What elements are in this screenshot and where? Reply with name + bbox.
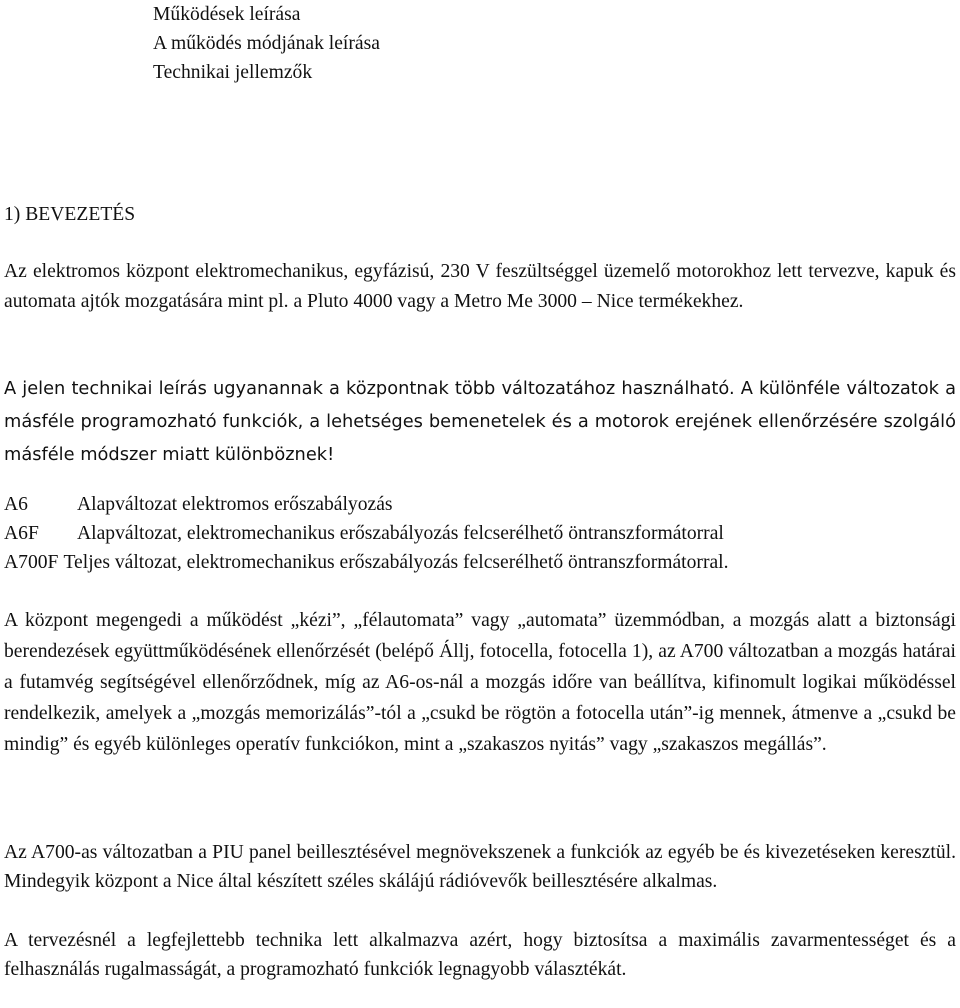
variant-row (4, 490, 960, 519)
variants-intro-paragraph: A jelen technikai leírás ugyanannak a központnak több változatához használható. A különféle változatok a másféle programozható funkciók, a lehetséges bemenetelek és a motorok erejének ellenőrzésére szolgáló másféle módszer miatt különböznek! (4, 378, 956, 465)
variant-row (4, 519, 960, 548)
variant-description: Alapváltozat, elektromechanikus erőszabályozás felcserélhető öntranszformátorral (77, 523, 724, 544)
variant-code: A6F (4, 523, 39, 544)
table-of-contents (153, 0, 380, 87)
variant-description: Alapváltozat elektromos erőszabályozás (77, 494, 393, 515)
toc-item: Technikai jellemzők (153, 62, 313, 83)
toc-item: Működések leírása (153, 4, 301, 25)
operation-paragraph: A központ megengedi a működést „kézi”, „félautomata” vagy „automata” üzemmódban, a mozgás alatt a biztonsági berendezések együttműködésének ellenőrzését (belépő Állj, fotocella, fotocella 1), az A700 változatban a mozgás határai a futamvég segítségével ellenőrződnek, míg az A6-os-nál a mozgás időre van beállítva, kifinomult logikai működéssel rendelkezik, amelyek a „mozgás memorizálás”-tól a „csukd be rögtön a fotocella után”-ig mennek, átmenve a „csukd be mindig” és egyéb különleges operatív funkciókon, mint a „szakaszos nyitás” vagy „szakaszos megállás”. (4, 610, 956, 755)
toc-item: A működés módjának leírása (153, 33, 380, 54)
variant-code: A700F (4, 552, 59, 573)
variant-row (4, 548, 960, 577)
piu-paragraph: Az A700-as változatban a PIU panel beillesztésével megnövekszenek a funkciók az egyéb be és kivezetéseken keresztül. Mindegyik központ a Nice által készített széles skálájú rádióvevők beillesztésére alkalmas. (4, 842, 956, 892)
variant-description: Teljes változat, elektromechanikus erőszabályozás felcserélhető öntranszformátorral. (63, 552, 729, 573)
variant-list (4, 490, 960, 577)
section-heading: 1) BEVEZETÉS (4, 204, 136, 225)
design-paragraph: A tervezésnél a legfejlettebb technika lett alkalmazva azért, hogy biztosítsa a maximális zavarmentességet és a felhasználás rugalmasságát, a programozható funkciók legnagyobb választékát. (4, 930, 956, 980)
intro-paragraph: Az elektromos központ elektromechanikus, egyfázisú, 230 V feszültséggel üzemelő motorokhoz lett tervezve, kapuk és automata ajtók mozgatására mint pl. a Pluto 4000 vagy a Metro Me 3000 – Nice termékekhez. (4, 261, 956, 312)
variant-code: A6 (4, 494, 28, 515)
